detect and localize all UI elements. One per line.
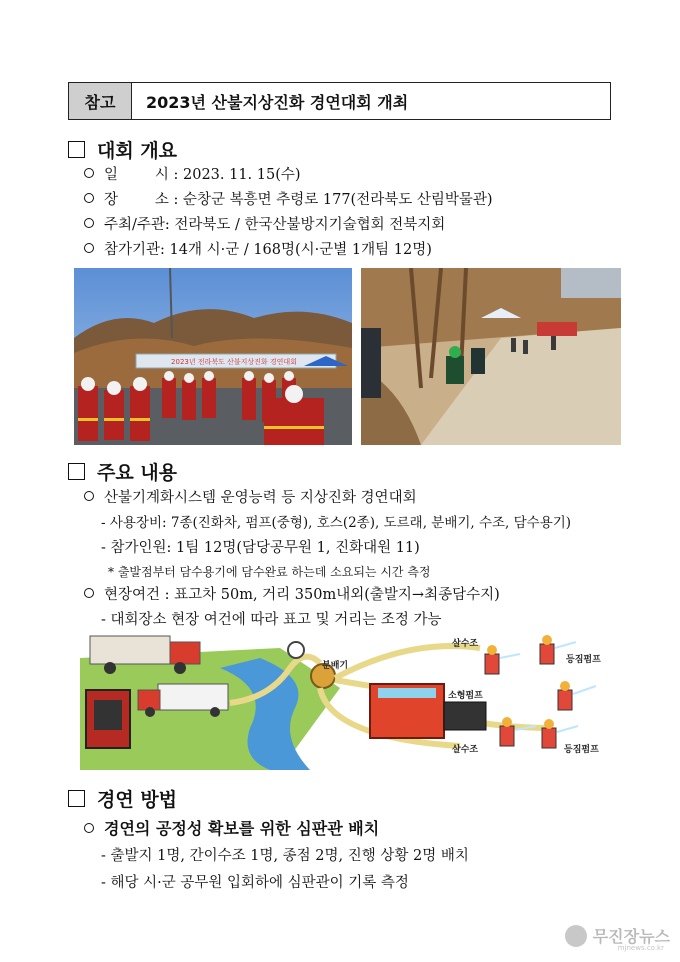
title-box	[68, 82, 611, 120]
site-conditions: 현장여건 : 표고차 50m, 거리 350m내외(출발지→최종담수지)	[84, 583, 500, 604]
overview-participants: 참가기관: 14개 시·군 / 168명(시·군별 1개팀 12명)	[84, 238, 432, 259]
checkbox-square-icon	[68, 463, 85, 480]
section-overview-heading: 대회 개요	[68, 136, 177, 163]
circle-bullet-icon	[84, 823, 94, 833]
circle-bullet-icon	[84, 168, 94, 178]
section-main-content-heading: 주요 내용	[68, 458, 177, 485]
water-tank-top-label: 살수조	[452, 639, 479, 649]
watermark-url: mjnews.co.kr	[617, 944, 664, 952]
circle-bullet-icon	[84, 193, 94, 203]
referee-positions: - 출발지 1명, 간이수조 1명, 종점 2명, 진행 상황 2명 배치	[101, 848, 469, 864]
reference-tag: 참고	[69, 83, 132, 119]
referee-recording: - 해당 시·군 공무원 입회하에 심판관이 기록 측정	[101, 875, 409, 891]
circle-bullet-icon	[84, 218, 94, 228]
circle-bullet-icon	[84, 491, 94, 501]
competition-field-photo	[361, 268, 621, 445]
participants-count: - 참가인원: 1팀 12명(담당공무원 1, 진화대원 11)	[101, 540, 420, 556]
referee-deployment: 경연의 공정성 확보를 위한 심판관 배치	[84, 816, 379, 839]
distributor-label: 분배기	[322, 661, 349, 671]
circle-bullet-icon	[84, 588, 94, 598]
site-adjustment-note: - 대회장소 현장 여건에 따라 표고 및 거리는 조정 가능	[101, 612, 442, 628]
water-tank-bottom-label: 살수조	[452, 745, 479, 755]
checkbox-square-icon	[68, 790, 85, 807]
mountain-logo-icon	[565, 925, 587, 947]
overview-place: 장 소 : 순창군 복흥면 추령로 177(전라북도 산림박물관)	[84, 188, 493, 209]
news-watermark: 무진장뉴스	[565, 924, 670, 947]
equipment-layout-diagram	[80, 628, 620, 770]
section-method-heading: 경연 방법	[68, 785, 177, 812]
ceremony-banner-text: 2023년 전라북도 산불지상진화 경연대회	[171, 358, 297, 366]
circle-bullet-icon	[84, 243, 94, 253]
checkbox-square-icon	[68, 141, 85, 158]
climb-pump-top-label: 등짐펌프	[566, 655, 601, 665]
climb-pump-bottom-label: 등짐펌프	[564, 745, 599, 755]
opening-ceremony-photo	[74, 268, 352, 445]
overview-date: 일 시 : 2023. 11. 15(수)	[84, 163, 301, 184]
document-title: 2023년 산불지상진화 경연대회 개최	[146, 92, 409, 112]
small-pump-label: 소형펌프	[448, 691, 483, 701]
main-content-description: 산불기계화시스템 운영능력 등 지상진화 경연대회	[84, 486, 417, 507]
equipment-list: - 사용장비: 7종(진화차, 펌프(중형), 호스(2종), 도르래, 분배기, 수조, 담수용기)	[101, 515, 572, 531]
overview-host: 주최/주관: 전라북도 / 한국산불방지기술협회 전북지회	[84, 213, 445, 234]
timing-note: * 출발점부터 담수용기에 담수완료 하는데 소요되는 시간 측정	[108, 565, 431, 579]
